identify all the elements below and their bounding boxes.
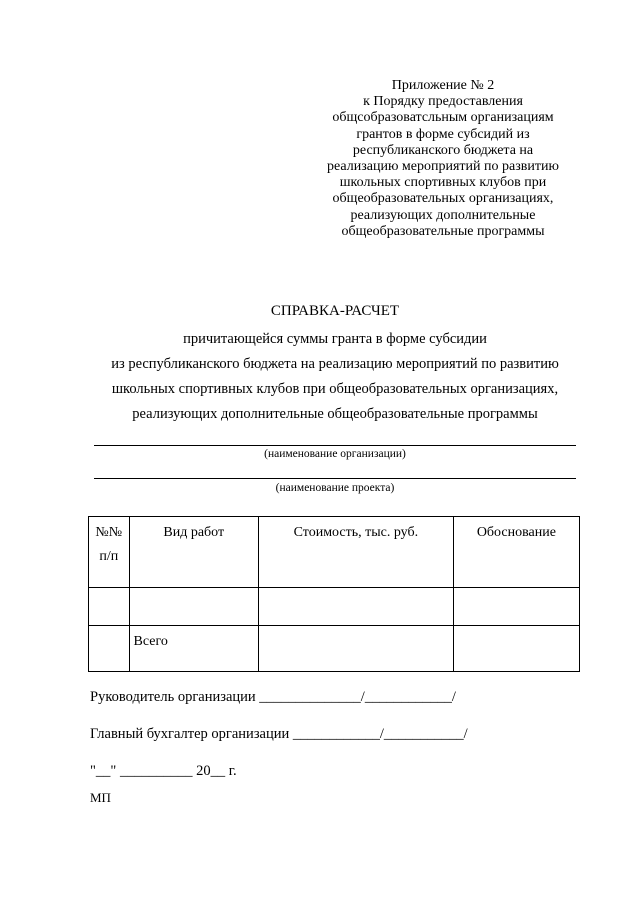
header-number-line2: п/п — [99, 549, 119, 564]
appendix-line: к Порядку предоставления — [363, 94, 523, 110]
appendix-line: реализующих дополнительные — [350, 207, 536, 223]
table-header-row — [89, 517, 580, 588]
appendix-line: грантов в форме субсидий из — [356, 126, 530, 142]
appendix-line: реализацию мероприятий по развитию — [327, 159, 559, 175]
accountant-signature-line[interactable]: Главный бухгалтер организации ____________/___________/ — [90, 726, 468, 742]
header-justification: Обоснование — [453, 517, 579, 588]
total-label: Всего — [129, 626, 258, 672]
organization-name-caption: (наименование организации) — [264, 448, 406, 460]
subtitle-line: из республиканского бюджета на реализацию мероприятий по развитию — [111, 356, 559, 372]
document-title: СПРАВКА-РАСЧЕТ — [270, 303, 400, 319]
header-number — [89, 517, 130, 588]
organization-name-line[interactable] — [94, 445, 576, 446]
appendix-line: республиканского бюджета на — [352, 142, 534, 158]
appendix-line: Приложение № 2 — [391, 78, 495, 93]
document-subtitle — [60, 327, 610, 427]
appendix-line: общсобразоватсльным организациям — [332, 110, 554, 126]
header-number-line1: №№ — [95, 525, 123, 540]
stamp-placeholder: МП — [90, 790, 111, 805]
document-heading — [60, 302, 610, 427]
head-signature-line[interactable]: Руководитель организации ______________/____________/ — [90, 689, 456, 705]
subtitle-line: школьных спортивных клубов при общеобразовательных организациях, — [111, 381, 559, 397]
header-cost: Стоимость, тыс. руб. — [258, 517, 453, 588]
header-work-type: Вид работ — [129, 517, 258, 588]
appendix-line: общеобразовательные программы — [341, 223, 545, 239]
subtitle-line: причитающейся суммы гранта в форме субсидии — [183, 331, 487, 347]
table-total-row — [89, 626, 580, 672]
appendix-block — [308, 78, 578, 240]
project-name-line[interactable] — [94, 478, 576, 479]
table-cell[interactable] — [258, 588, 453, 626]
subtitle-line: реализующих дополнительные общеобразовательные программы — [132, 406, 538, 422]
cost-table — [88, 516, 580, 672]
table-cell[interactable] — [89, 588, 130, 626]
appendix-line: школьных спортивных клубов при — [339, 175, 547, 191]
date-line[interactable]: "__" __________ 20__ г. — [90, 763, 237, 779]
total-cost-cell[interactable] — [258, 626, 453, 672]
table-cell[interactable] — [129, 588, 258, 626]
project-name-caption: (наименование проекта) — [275, 482, 395, 494]
table-row — [89, 588, 580, 626]
table-cell[interactable] — [89, 626, 130, 672]
appendix-line: общеобразовательных организациях, — [332, 191, 554, 207]
table-cell[interactable] — [453, 588, 579, 626]
table-cell[interactable] — [453, 626, 579, 672]
